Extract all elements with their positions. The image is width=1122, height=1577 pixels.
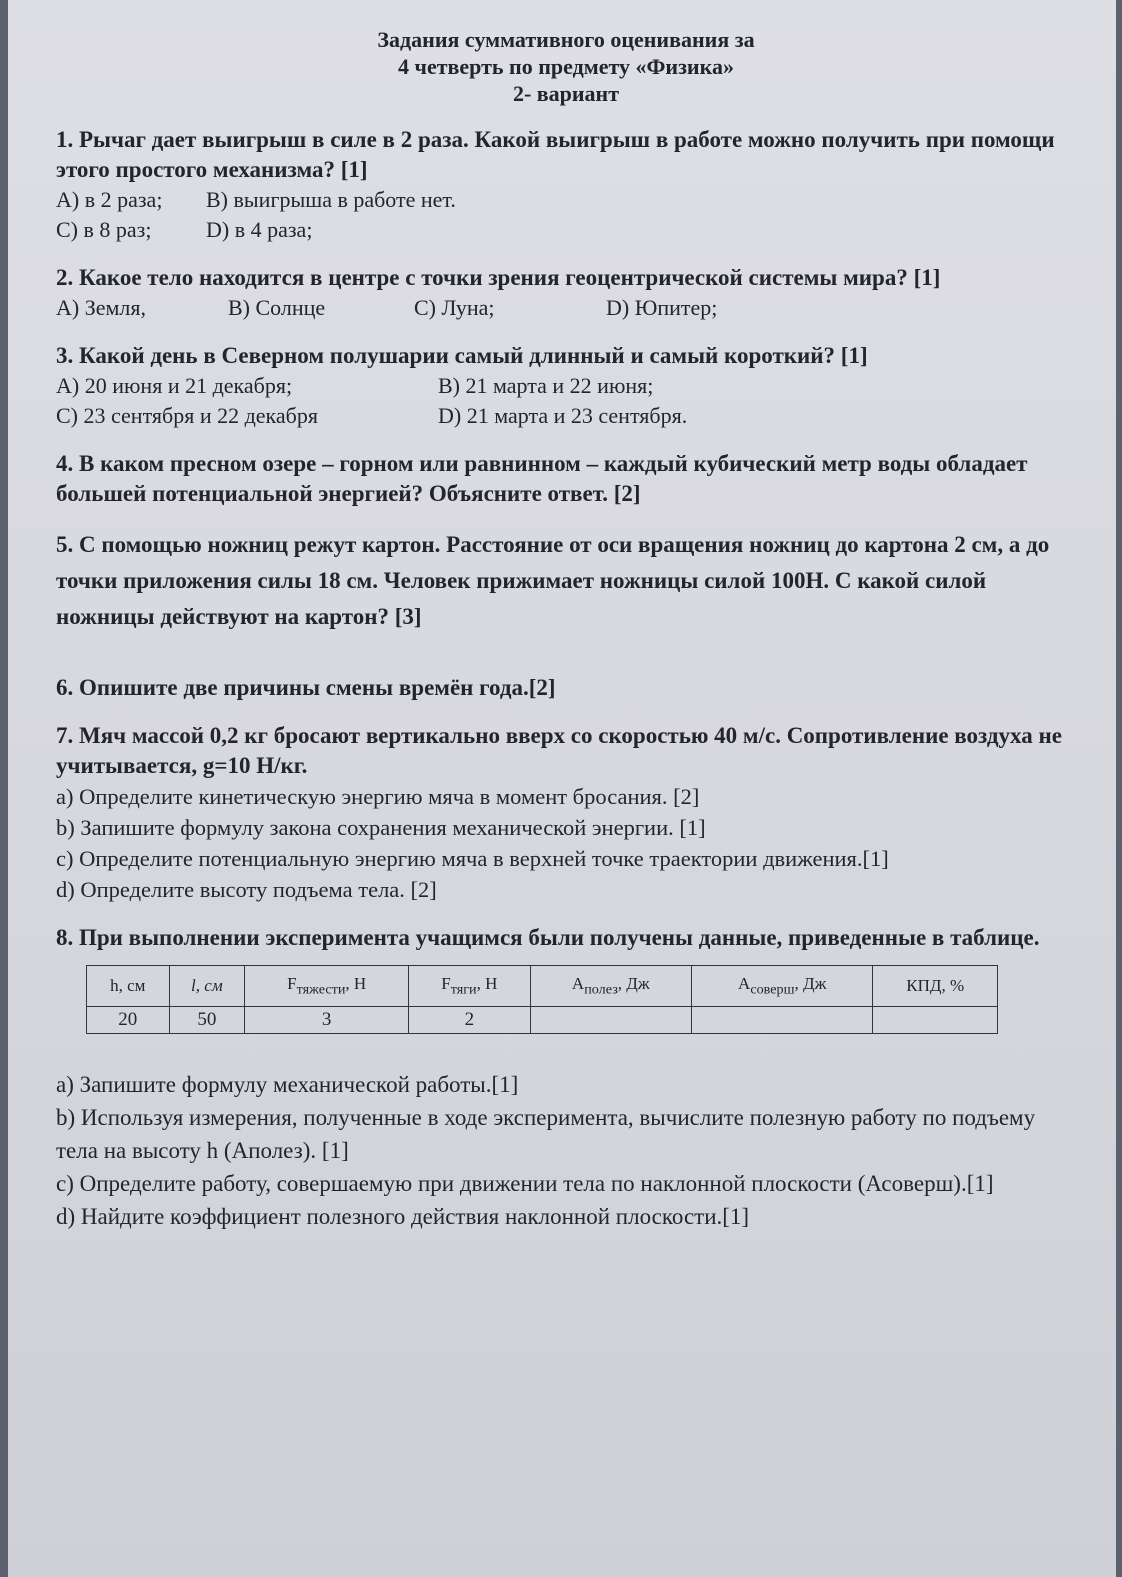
question-2 xyxy=(56,263,1076,323)
option-b: B) Солнце xyxy=(228,295,326,320)
option-a: A) в 2 раза; xyxy=(56,187,163,212)
title-variant: 2- вариант xyxy=(512,81,620,106)
experiment-table xyxy=(86,965,998,1034)
question-4-text: 4. В каком пресном озере – горном или равнинном – каждый кубический метр воды обладает большей потенциальной энергией? Объясните ответ. [2] xyxy=(56,451,1028,506)
header-f-gravity: $F_{тяжести}$, Н xyxy=(245,966,409,1007)
question-7-part-a: a) Определите кинетическую энергию мяча в момент бросания. [2] xyxy=(56,784,700,809)
option-d: D) в 4 раза; xyxy=(206,217,313,242)
question-8-part-a: a) Запишите формулу механической работы.[1] xyxy=(56,1072,519,1097)
option-d: D) Юпитер; xyxy=(606,295,718,320)
option-a: A) 20 июня и 21 декабря; xyxy=(56,373,293,398)
question-7-part-d: d) Определите высоту подъема тела. [2] xyxy=(56,877,437,902)
question-8 xyxy=(56,923,1076,1233)
question-1-text: 1. Рычаг дает выигрыш в силе в 2 раза. Какой выигрыш в работе можно получить при помощи этого простого механизма? [1] xyxy=(56,127,1055,182)
option-a: A) Земля, xyxy=(56,295,147,320)
value-a-total xyxy=(692,1007,873,1034)
question-7-part-b: b) Запишите формулу закона сохранения механической энергии. [1] xyxy=(56,815,706,840)
option-c: C) 23 сентября и 22 декабря xyxy=(56,403,318,428)
question-3-options xyxy=(56,371,1076,431)
question-6-text: 6. Опишите две причины смены времён года.[2] xyxy=(56,675,556,700)
value-efficiency xyxy=(873,1007,998,1034)
option-c: C) Луна; xyxy=(414,295,495,320)
value-f-gravity: 3 xyxy=(245,1007,409,1034)
question-8-text: 8. При выполнении эксперимента учащимся были получены данные, приведенные в таблице. xyxy=(56,925,1040,950)
question-8-part-d: d) Найдите коэффициент полезного действия наклонной плоскости.[1] xyxy=(56,1204,750,1229)
question-1-options xyxy=(56,185,1076,245)
header xyxy=(56,26,1076,107)
table-row xyxy=(87,1007,998,1034)
option-b: B) выигрыша в работе нет. xyxy=(206,187,456,212)
question-3 xyxy=(56,341,1076,431)
option-c: C) в 8 раз; xyxy=(56,217,152,242)
option-d: D) 21 марта и 23 сентября. xyxy=(438,403,688,428)
header-f-traction: $F_{тяги}$, Н xyxy=(409,966,530,1007)
header-h: h, см xyxy=(87,966,170,1007)
question-7-part-c: c) Определите потенциальную энергию мяча в верхней точке траектории движения.[1] xyxy=(56,846,889,871)
header-l: l, см xyxy=(169,966,245,1007)
table-header-row xyxy=(87,966,998,1007)
option-b: B) 21 марта и 22 июня; xyxy=(438,373,654,398)
worksheet-page xyxy=(8,0,1116,1577)
header-a-useful: $A_{полез}$, Дж xyxy=(530,966,692,1007)
question-7 xyxy=(56,721,1076,905)
value-a-useful xyxy=(530,1007,692,1034)
question-5-text: 5. С помощью ножниц режут картон. Расстояние от оси вращения ножниц до картона 2 см, а до точки приложения силы 18 см. Человек прижимает ножницы силой 100Н. С какой силой ножницы действуют на картон? [3] xyxy=(56,532,1050,629)
question-2-text: 2. Какое тело находится в центре с точки зрения геоцентрической системы мира? [1] xyxy=(56,265,941,290)
question-7-text: 7. Мяч массой 0,2 кг бросают вертикально вверх со скоростью 40 м/с. Сопротивление воздуха не учитывается, g=10 Н/кг. xyxy=(56,723,1062,778)
value-f-traction: 2 xyxy=(409,1007,530,1034)
title-line-2: 4 четверть по предмету «Физика» xyxy=(398,54,734,79)
question-6 xyxy=(56,673,1076,703)
header-efficiency: КПД, % xyxy=(873,966,998,1007)
value-h: 20 xyxy=(87,1007,170,1034)
question-2-options xyxy=(56,293,1076,323)
header-a-total: $A_{соверш}$, Дж xyxy=(692,966,873,1007)
question-8-part-c: c) Определите работу, совершаемую при движении тела по наклонной плоскости (Асоверш).[1] xyxy=(56,1171,994,1196)
question-1 xyxy=(56,125,1076,245)
question-4 xyxy=(56,449,1076,509)
question-8-part-b: b) Используя измерения, полученные в ходе эксперимента, вычислите полезную работу по подъему тела на высоту h (Аполез). [1] xyxy=(56,1105,1036,1163)
question-3-text: 3. Какой день в Северном полушарии самый длинный и самый короткий? [1] xyxy=(56,343,868,368)
title-line-1: Задания суммативного оценивания за xyxy=(377,27,755,52)
question-5 xyxy=(56,527,1076,635)
value-l: 50 xyxy=(169,1007,245,1034)
